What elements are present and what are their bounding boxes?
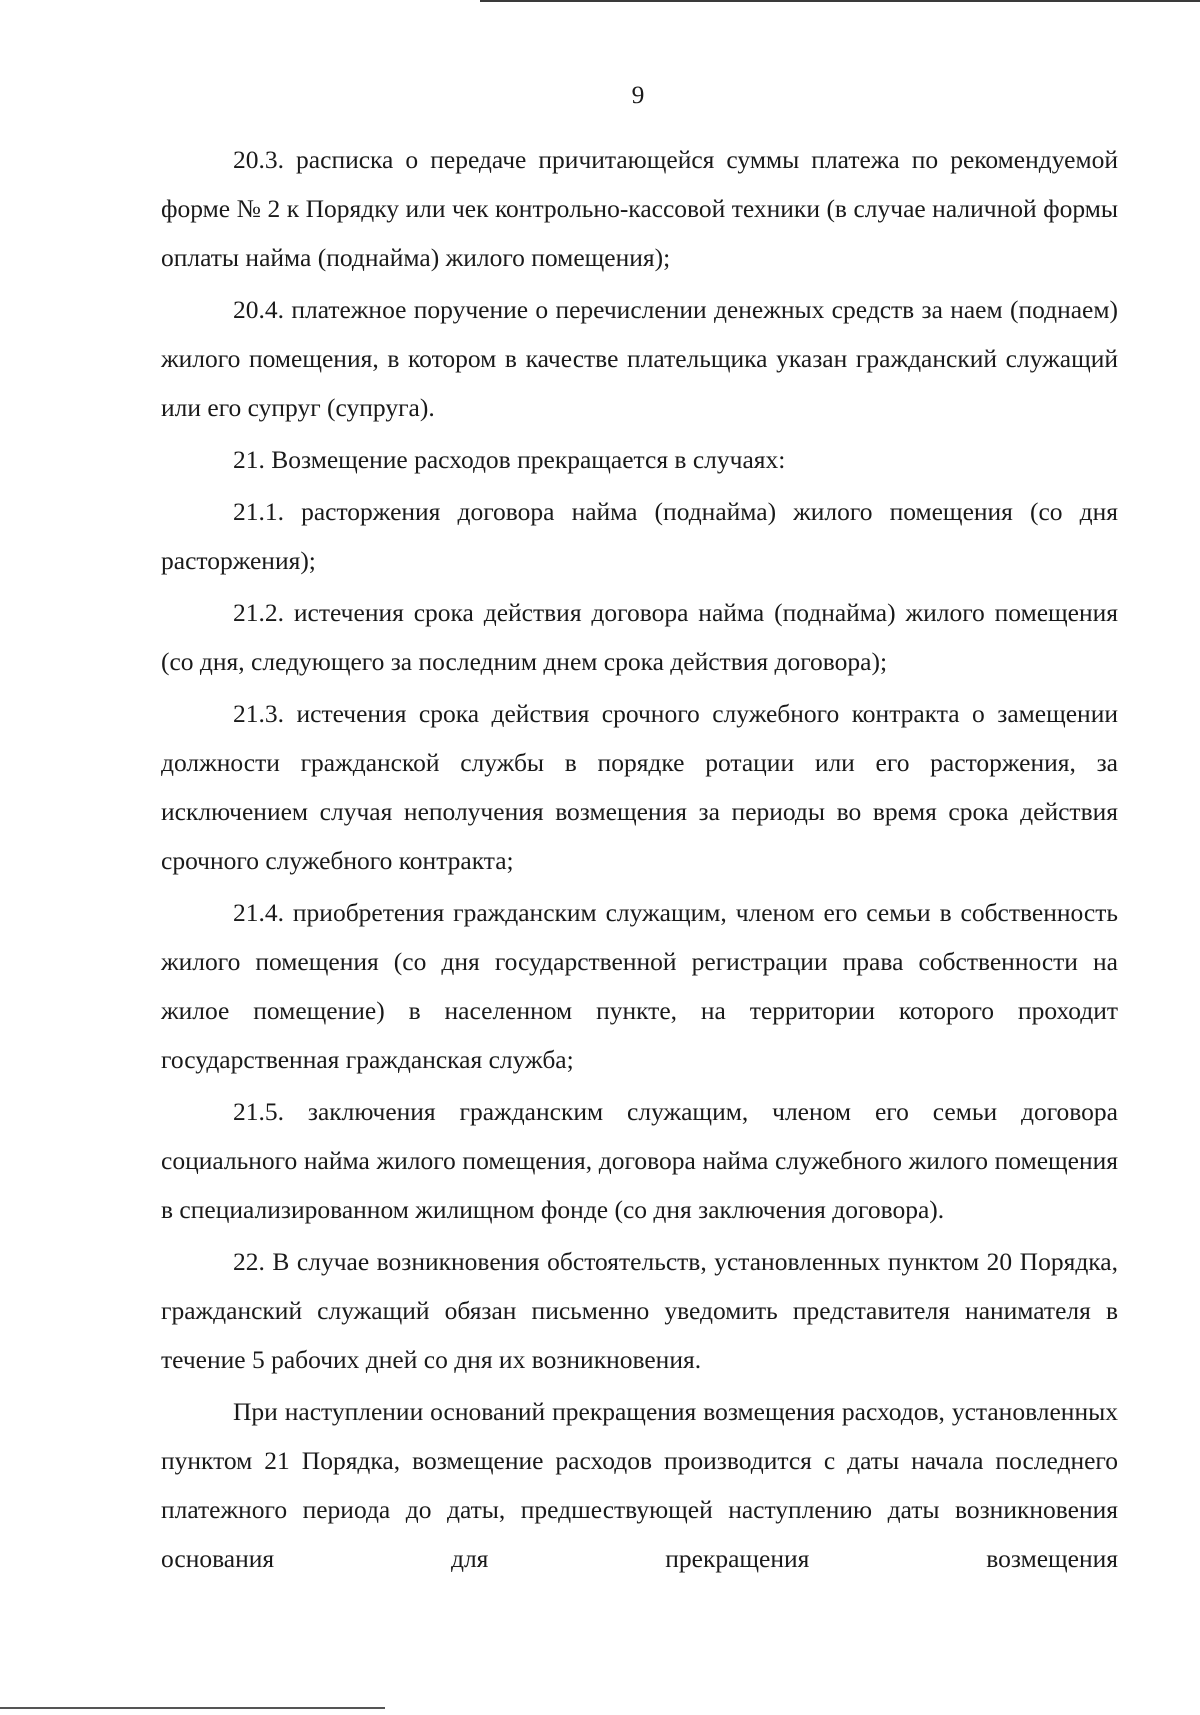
paragraph-20-3: 20.3. расписка о передаче причитающейся суммы платежа по рекомендуемой форме № 2 к Порядку или чек контрольно-кассовой техники (в случае наличной формы оплаты найма (поднайма) жилого помещения); [161, 145, 1118, 272]
paragraph-20-4: 20.4. платежное поручение о перечислении денежных средств за наем (поднаем) жилого помещения, в котором в качестве плательщика указан гражданский служащий или его супруг (супруга). [161, 295, 1118, 422]
top-edge-rule [480, 0, 1200, 2]
paragraph-21-5: 21.5. заключения гражданским служащим, членом его семьи договора социального найма жилого помещения, договора найма служебного жилого помещения в специализированном жилищном фонде (со дня заключения договора). [161, 1097, 1118, 1224]
paragraph-22: 22. В случае возникновения обстоятельств, установленных пунктом 20 Порядка, гражданский служащий обязан письменно уведомить представителя нанимателя в течение 5 рабочих дней со дня их возникновения. [161, 1247, 1118, 1374]
paragraph-21-4: 21.4. приобретения гражданским служащим, членом его семьи в собственность жилого помещения (со дня государственной регистрации права собственности на жилое помещение) в населенном пункте, на территории которого проходит государственная гражданская служба; [161, 898, 1118, 1074]
paragraph-21-2: 21.2. истечения срока действия договора найма (поднайма) жилого помещения (со дня, следующего за последним днем срока действия договора); [161, 598, 1118, 676]
page-number: 9 [631, 80, 645, 109]
paragraph-22-continuation: При наступлении оснований прекращения возмещения расходов, установленных пунктом 21 Порядка, возмещение расходов производится с даты начала последнего платежного периода до даты, предшествующей наступлению даты возникновения основания для прекращения возмещения [161, 1397, 1118, 1573]
paragraph-21-1: 21.1. расторжения договора найма (поднайма) жилого помещения (со дня расторжения); [161, 497, 1118, 575]
paragraph-21: 21. Возмещение расходов прекращается в случаях: [233, 445, 786, 474]
bottom-edge-rule [0, 1707, 385, 1709]
paragraph-21-3: 21.3. истечения срока действия срочного служебного контракта о замещении должности гражданской службы в порядке ротации или его расторжения, за исключением случая неполучения возмещения за периоды во время срока действия срочного служебного контракта; [161, 699, 1118, 875]
document-body [161, 135, 1118, 1586]
